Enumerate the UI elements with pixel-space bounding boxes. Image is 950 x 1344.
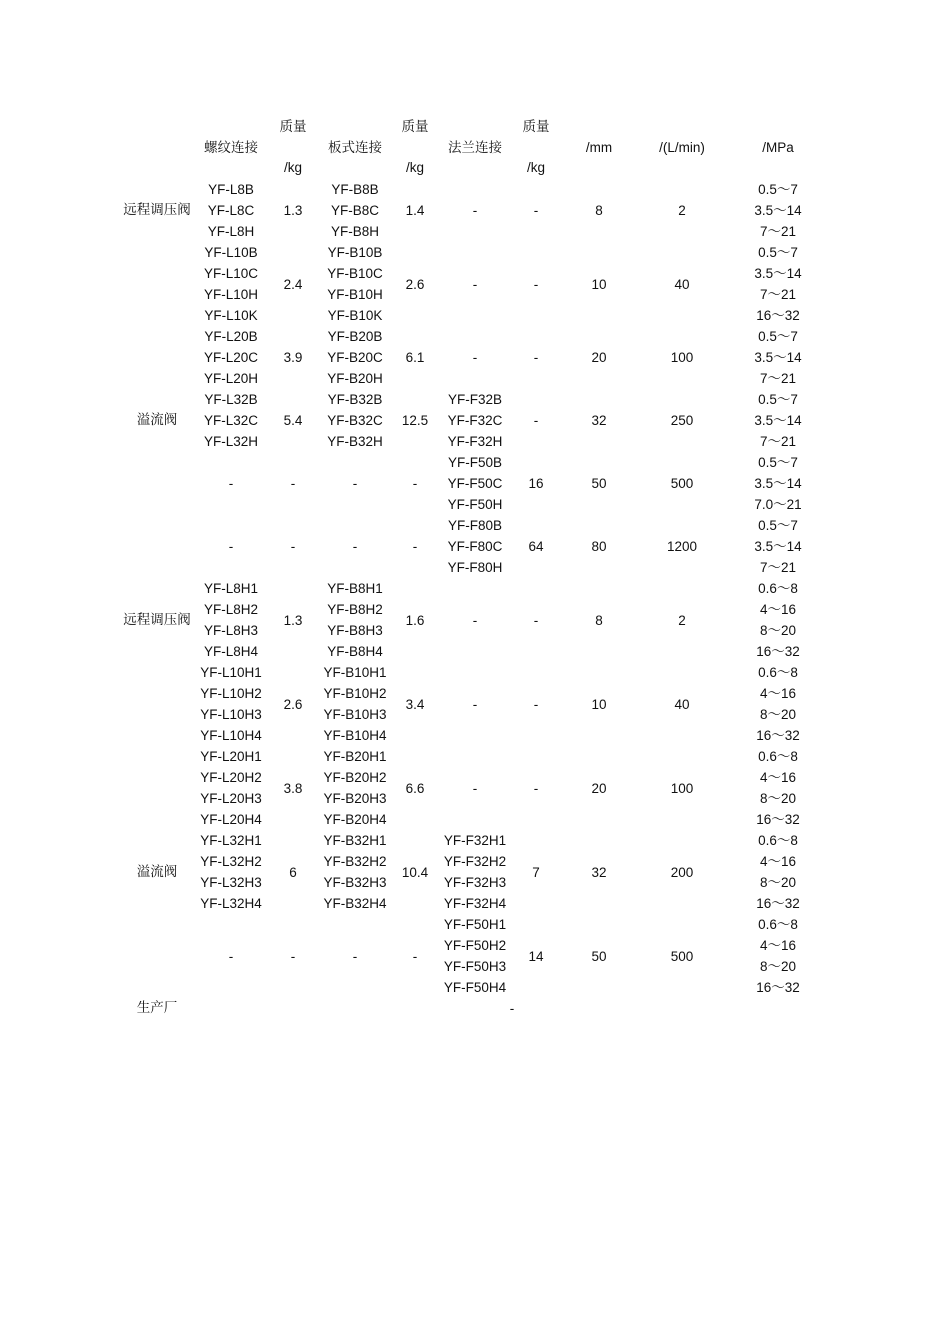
- flow-cell: 100: [670, 780, 694, 796]
- plate-model-cell: YF-B10H: [327, 287, 383, 303]
- category-cell: [116, 326, 198, 389]
- pressure-cell: 0.5～7: [758, 245, 798, 261]
- pressure-cell: 8～20: [759, 875, 797, 891]
- flange-model-cell: YF-F50B: [447, 455, 502, 471]
- thread-model-cell: YF-L8H4: [203, 644, 259, 660]
- plate-mass-cell: 1.4: [405, 203, 425, 219]
- flange-connection-header: 法兰连接: [448, 139, 502, 156]
- thread-model-cell: YF-L10H: [203, 287, 259, 303]
- plate-model-cell: YF-B20H3: [323, 791, 387, 807]
- pressure-cell: 4～16: [759, 602, 797, 618]
- thread-mass-cell: -: [290, 539, 296, 555]
- pressure-cell: 8～20: [759, 707, 797, 723]
- table-row: [116, 326, 826, 347]
- flange-model-cell: YF-F50H3: [443, 959, 507, 975]
- thread-mass-cell: 2.4: [283, 276, 303, 292]
- thread-model-cell: YF-L10H1: [200, 665, 262, 681]
- pressure-cell: 4～16: [759, 770, 797, 786]
- flange-model-cell: YF-F80B: [447, 518, 502, 534]
- plate-mass-cell: -: [412, 539, 418, 555]
- flow-cell: 500: [670, 948, 694, 964]
- pressure-cell: 4～16: [759, 854, 797, 870]
- pressure-cell: 7～21: [759, 371, 797, 387]
- flange-model-cell: YF-F32H3: [443, 875, 507, 891]
- category-cell: [116, 914, 198, 998]
- thread-model-cell: YF-L8H: [207, 224, 255, 240]
- thread-model-cell: YF-L20H1: [200, 749, 262, 765]
- pressure-cell: 0.6～8: [758, 833, 798, 849]
- plate-mass-cell: 6.6: [405, 780, 425, 796]
- flange-model-cell: YF-F50H1: [443, 917, 507, 933]
- diameter-cell: 50: [591, 476, 607, 492]
- thread-model-cell: YF-L8B: [208, 182, 254, 198]
- thread-mass-cell: 1.3: [283, 612, 303, 628]
- flange-mass-cell: 16: [528, 476, 544, 492]
- diameter-cell: 8: [595, 612, 603, 628]
- pressure-cell: 0.5～7: [758, 182, 798, 198]
- flange-model-cell: YF-F50C: [447, 476, 503, 492]
- pressure-cell: 0.6～8: [758, 581, 798, 597]
- diameter-cell: 32: [591, 413, 607, 429]
- flange-model-cell: -: [472, 203, 478, 219]
- diameter-cell: 8: [595, 203, 603, 219]
- flange-model-cell: YF-F50H4: [443, 980, 507, 996]
- pressure-cell: 8～20: [759, 959, 797, 975]
- flow-unit-header: /(L/min): [659, 139, 705, 155]
- table-row: [116, 242, 826, 263]
- thread-model-cell: YF-L20C: [203, 350, 259, 366]
- thread-model-cell: YF-L8H2: [203, 602, 259, 618]
- flow-cell: 2: [678, 203, 686, 219]
- table-row: [116, 515, 826, 536]
- flange-model-cell: -: [472, 780, 478, 796]
- plate-model-cell: YF-B32C: [327, 413, 383, 429]
- pressure-cell: 0.5～7: [758, 329, 798, 345]
- plate-model-cell: YF-B8H1: [327, 581, 383, 597]
- flow-cell: 40: [674, 696, 690, 712]
- flange-mass-cell: -: [533, 413, 539, 429]
- plate-model-cell: YF-B32H3: [323, 875, 387, 891]
- thread-model-cell: YF-L32H1: [200, 833, 262, 849]
- plate-model-cell: YF-B8H3: [327, 623, 383, 639]
- category-cell: [116, 746, 198, 830]
- category-cell: 远程调压阀: [123, 611, 191, 628]
- diameter-cell: 10: [591, 696, 607, 712]
- table-row: [116, 662, 826, 683]
- thread-model-cell: YF-L32B: [204, 392, 258, 408]
- flange-mass-cell: -: [533, 350, 539, 366]
- thread-mass-cell: 5.4: [283, 413, 303, 429]
- plate-model-cell: YF-B32B: [327, 392, 383, 408]
- flange-model-cell: YF-F32H: [447, 434, 503, 450]
- category-cell: 远程调压阀: [123, 202, 191, 219]
- flange-mass-cell: -: [533, 612, 539, 628]
- plate-model-cell: YF-B8C: [330, 203, 379, 219]
- thread-model-cell: YF-L32H2: [200, 854, 262, 870]
- flange-mass-unit: /kg: [526, 160, 545, 176]
- category-cell: [116, 662, 198, 746]
- pressure-cell: 3.5～14: [754, 539, 802, 555]
- flange-mass-cell: 7: [532, 864, 540, 880]
- flow-cell: 250: [670, 413, 694, 429]
- plate-model-cell: YF-B20H1: [323, 749, 387, 765]
- flow-cell: 500: [670, 476, 694, 492]
- plate-model-cell: YF-B10C: [327, 266, 383, 282]
- plate-mass-cell: 12.5: [401, 413, 429, 429]
- category-header: [116, 117, 198, 138]
- plate-model-cell: YF-B8H2: [327, 602, 383, 618]
- thread-model-cell: YF-L32C: [203, 413, 259, 429]
- thread-model-cell: YF-L10H4: [200, 728, 262, 744]
- pressure-cell: 7～21: [759, 434, 797, 450]
- plate-model-cell: YF-B20C: [327, 350, 383, 366]
- header-row: [116, 117, 826, 138]
- thread-model-cell: -: [228, 539, 234, 555]
- plate-mass-label: 质量: [401, 119, 429, 135]
- thread-model-cell: YF-L10H2: [200, 686, 262, 702]
- table-row: [116, 179, 826, 200]
- table-row: [116, 452, 826, 473]
- footer-row: [116, 998, 826, 1019]
- thread-model-cell: -: [228, 948, 234, 964]
- flange-mass-cell: 64: [528, 539, 544, 555]
- flange-model-cell: YF-F80H: [447, 560, 503, 576]
- plate-model-cell: YF-B10B: [327, 245, 383, 261]
- thread-model-cell: YF-L10H3: [200, 707, 262, 723]
- thread-model-cell: YF-L20B: [204, 329, 258, 345]
- plate-mass-cell: 6.1: [405, 350, 425, 366]
- thread-model-cell: YF-L20H4: [200, 812, 262, 828]
- pressure-cell: 8～20: [759, 623, 797, 639]
- plate-model-cell: -: [352, 539, 358, 555]
- thread-model-cell: YF-L10C: [203, 266, 259, 282]
- thread-mass-cell: 3.9: [283, 350, 303, 366]
- thread-connection-header: 螺纹连接: [204, 139, 258, 156]
- manufacturer-label: 生产厂: [136, 1000, 178, 1017]
- flow-cell: 200: [670, 864, 694, 880]
- table-row: [116, 914, 826, 935]
- thread-model-cell: YF-L32H: [203, 434, 259, 450]
- flow-cell: 2: [678, 612, 686, 628]
- pressure-cell: 3.5～14: [754, 413, 802, 429]
- flange-model-cell: YF-F32H1: [443, 833, 507, 849]
- plate-model-cell: YF-B8H: [330, 224, 379, 240]
- thread-mass-label: 质量: [279, 119, 307, 135]
- plate-model-cell: YF-B10K: [327, 308, 383, 324]
- pressure-cell: 7～21: [759, 287, 797, 303]
- thread-model-cell: YF-L8C: [207, 203, 255, 219]
- manufacturer-value: -: [509, 1001, 515, 1017]
- thread-model-cell: YF-L20H: [203, 371, 259, 387]
- plate-model-cell: YF-B10H3: [323, 707, 387, 723]
- flange-model-cell: YF-F50H2: [443, 938, 507, 954]
- plate-mass-cell: 1.6: [405, 612, 425, 628]
- category-cell: [116, 515, 198, 578]
- thread-model-cell: YF-L20H3: [200, 791, 262, 807]
- pressure-cell: 16～32: [756, 812, 800, 828]
- header-row: [116, 138, 826, 159]
- flange-model-cell: -: [472, 696, 478, 712]
- plate-model-cell: -: [352, 476, 358, 492]
- plate-mass-cell: 3.4: [405, 696, 425, 712]
- flange-model-cell: -: [472, 350, 478, 366]
- flange-mass-label: 质量: [522, 119, 550, 135]
- flange-model-cell: YF-F32H2: [443, 854, 507, 870]
- pressure-cell: 7～21: [759, 224, 797, 240]
- plate-model-cell: YF-B10H4: [323, 728, 387, 744]
- pressure-cell: 0.6～8: [758, 665, 798, 681]
- pressure-unit-header: /MPa: [762, 139, 794, 155]
- pressure-cell: 3.5～14: [754, 266, 802, 282]
- spec-table: [116, 117, 826, 1019]
- category-cell: 溢流阀: [136, 412, 178, 429]
- plate-model-cell: YF-B20H2: [323, 770, 387, 786]
- thread-mass-unit: /kg: [283, 160, 302, 176]
- plate-model-cell: YF-B32H2: [323, 854, 387, 870]
- pressure-cell: 0.5～7: [758, 455, 798, 471]
- plate-mass-cell: -: [412, 476, 418, 492]
- flow-cell: 40: [674, 276, 690, 292]
- plate-model-cell: YF-B20B: [327, 329, 383, 345]
- diameter-cell: 32: [591, 864, 607, 880]
- flange-model-cell: -: [472, 276, 478, 292]
- plate-connection-header: 板式连接: [328, 139, 382, 156]
- table-row: [116, 389, 826, 410]
- flange-model-cell: YF-F80C: [447, 539, 503, 555]
- thread-model-cell: YF-L32H3: [200, 875, 262, 891]
- thread-model-cell: YF-L10K: [204, 308, 258, 324]
- flange-model-cell: -: [472, 612, 478, 628]
- pressure-cell: 16～32: [756, 728, 800, 744]
- flow-cell: 100: [670, 350, 694, 366]
- flange-model-cell: YF-F32H4: [443, 896, 507, 912]
- thread-model-cell: YF-L20H2: [200, 770, 262, 786]
- plate-model-cell: YF-B8B: [331, 182, 379, 198]
- flange-mass-cell: 14: [528, 948, 544, 964]
- thread-mass-cell: 2.6: [283, 696, 303, 712]
- plate-model-cell: YF-B8H4: [327, 644, 383, 660]
- flange-mass-cell: -: [533, 696, 539, 712]
- pressure-cell: 3.5～14: [754, 203, 802, 219]
- diameter-cell: 20: [591, 350, 607, 366]
- pressure-cell: 3.5～14: [754, 476, 802, 492]
- thread-mass-cell: 1.3: [283, 203, 303, 219]
- pressure-cell: 0.5～7: [758, 392, 798, 408]
- plate-mass-cell: 2.6: [405, 276, 425, 292]
- pressure-cell: 16～32: [756, 308, 800, 324]
- plate-model-cell: YF-B32H1: [323, 833, 387, 849]
- thread-model-cell: YF-L8H3: [203, 623, 259, 639]
- spec-table-body: [116, 179, 826, 998]
- diameter-cell: 10: [591, 276, 607, 292]
- thread-mass-cell: 3.8: [283, 780, 303, 796]
- pressure-cell: 4～16: [759, 686, 797, 702]
- plate-model-cell: YF-B20H: [327, 371, 383, 387]
- flow-cell: 1200: [666, 539, 698, 555]
- plate-mass-unit: /kg: [405, 160, 424, 176]
- pressure-cell: 8～20: [759, 791, 797, 807]
- thread-mass-cell: -: [290, 476, 296, 492]
- plate-model-cell: -: [352, 948, 358, 964]
- flange-mass-cell: -: [533, 276, 539, 292]
- thread-model-cell: YF-L10B: [204, 245, 258, 261]
- plate-model-cell: YF-B32H4: [323, 896, 387, 912]
- pressure-cell: 7～21: [759, 560, 797, 576]
- thread-mass-cell: 6: [289, 864, 297, 880]
- thread-model-cell: YF-L32H4: [200, 896, 262, 912]
- table-row: [116, 578, 826, 599]
- plate-model-cell: YF-B20H4: [323, 812, 387, 828]
- diameter-cell: 50: [591, 948, 607, 964]
- plate-model-cell: YF-B10H2: [323, 686, 387, 702]
- category-cell: [116, 242, 198, 326]
- pressure-cell: 0.5～7: [758, 518, 798, 534]
- table-row: [116, 746, 826, 767]
- flange-mass-cell: -: [533, 780, 539, 796]
- pressure-cell: 0.6～8: [758, 917, 798, 933]
- category-cell: 溢流阀: [136, 863, 178, 880]
- diameter-cell: 80: [591, 539, 607, 555]
- flange-mass-cell: -: [533, 203, 539, 219]
- pressure-cell: 3.5～14: [754, 350, 802, 366]
- diameter-cell: 20: [591, 780, 607, 796]
- pressure-cell: 16～32: [756, 644, 800, 660]
- pressure-cell: 4～16: [759, 938, 797, 954]
- pressure-cell: 7.0～21: [754, 497, 802, 513]
- flange-model-cell: YF-F32B: [447, 392, 502, 408]
- category-cell: [116, 452, 198, 515]
- pressure-cell: 16～32: [756, 980, 800, 996]
- thread-mass-cell: -: [290, 948, 296, 964]
- flange-model-cell: YF-F50H: [447, 497, 503, 513]
- diameter-unit-header: /mm: [585, 139, 613, 155]
- plate-model-cell: YF-B32H: [327, 434, 383, 450]
- pressure-cell: 16～32: [756, 896, 800, 912]
- plate-model-cell: YF-B10H1: [323, 665, 387, 681]
- table-row: [116, 830, 826, 851]
- flange-model-cell: YF-F32C: [447, 413, 503, 429]
- thread-model-cell: YF-L8H1: [203, 581, 259, 597]
- plate-mass-cell: 10.4: [401, 864, 429, 880]
- pressure-cell: 0.6～8: [758, 749, 798, 765]
- plate-mass-cell: -: [412, 948, 418, 964]
- thread-model-cell: -: [228, 476, 234, 492]
- header-row: [116, 158, 826, 179]
